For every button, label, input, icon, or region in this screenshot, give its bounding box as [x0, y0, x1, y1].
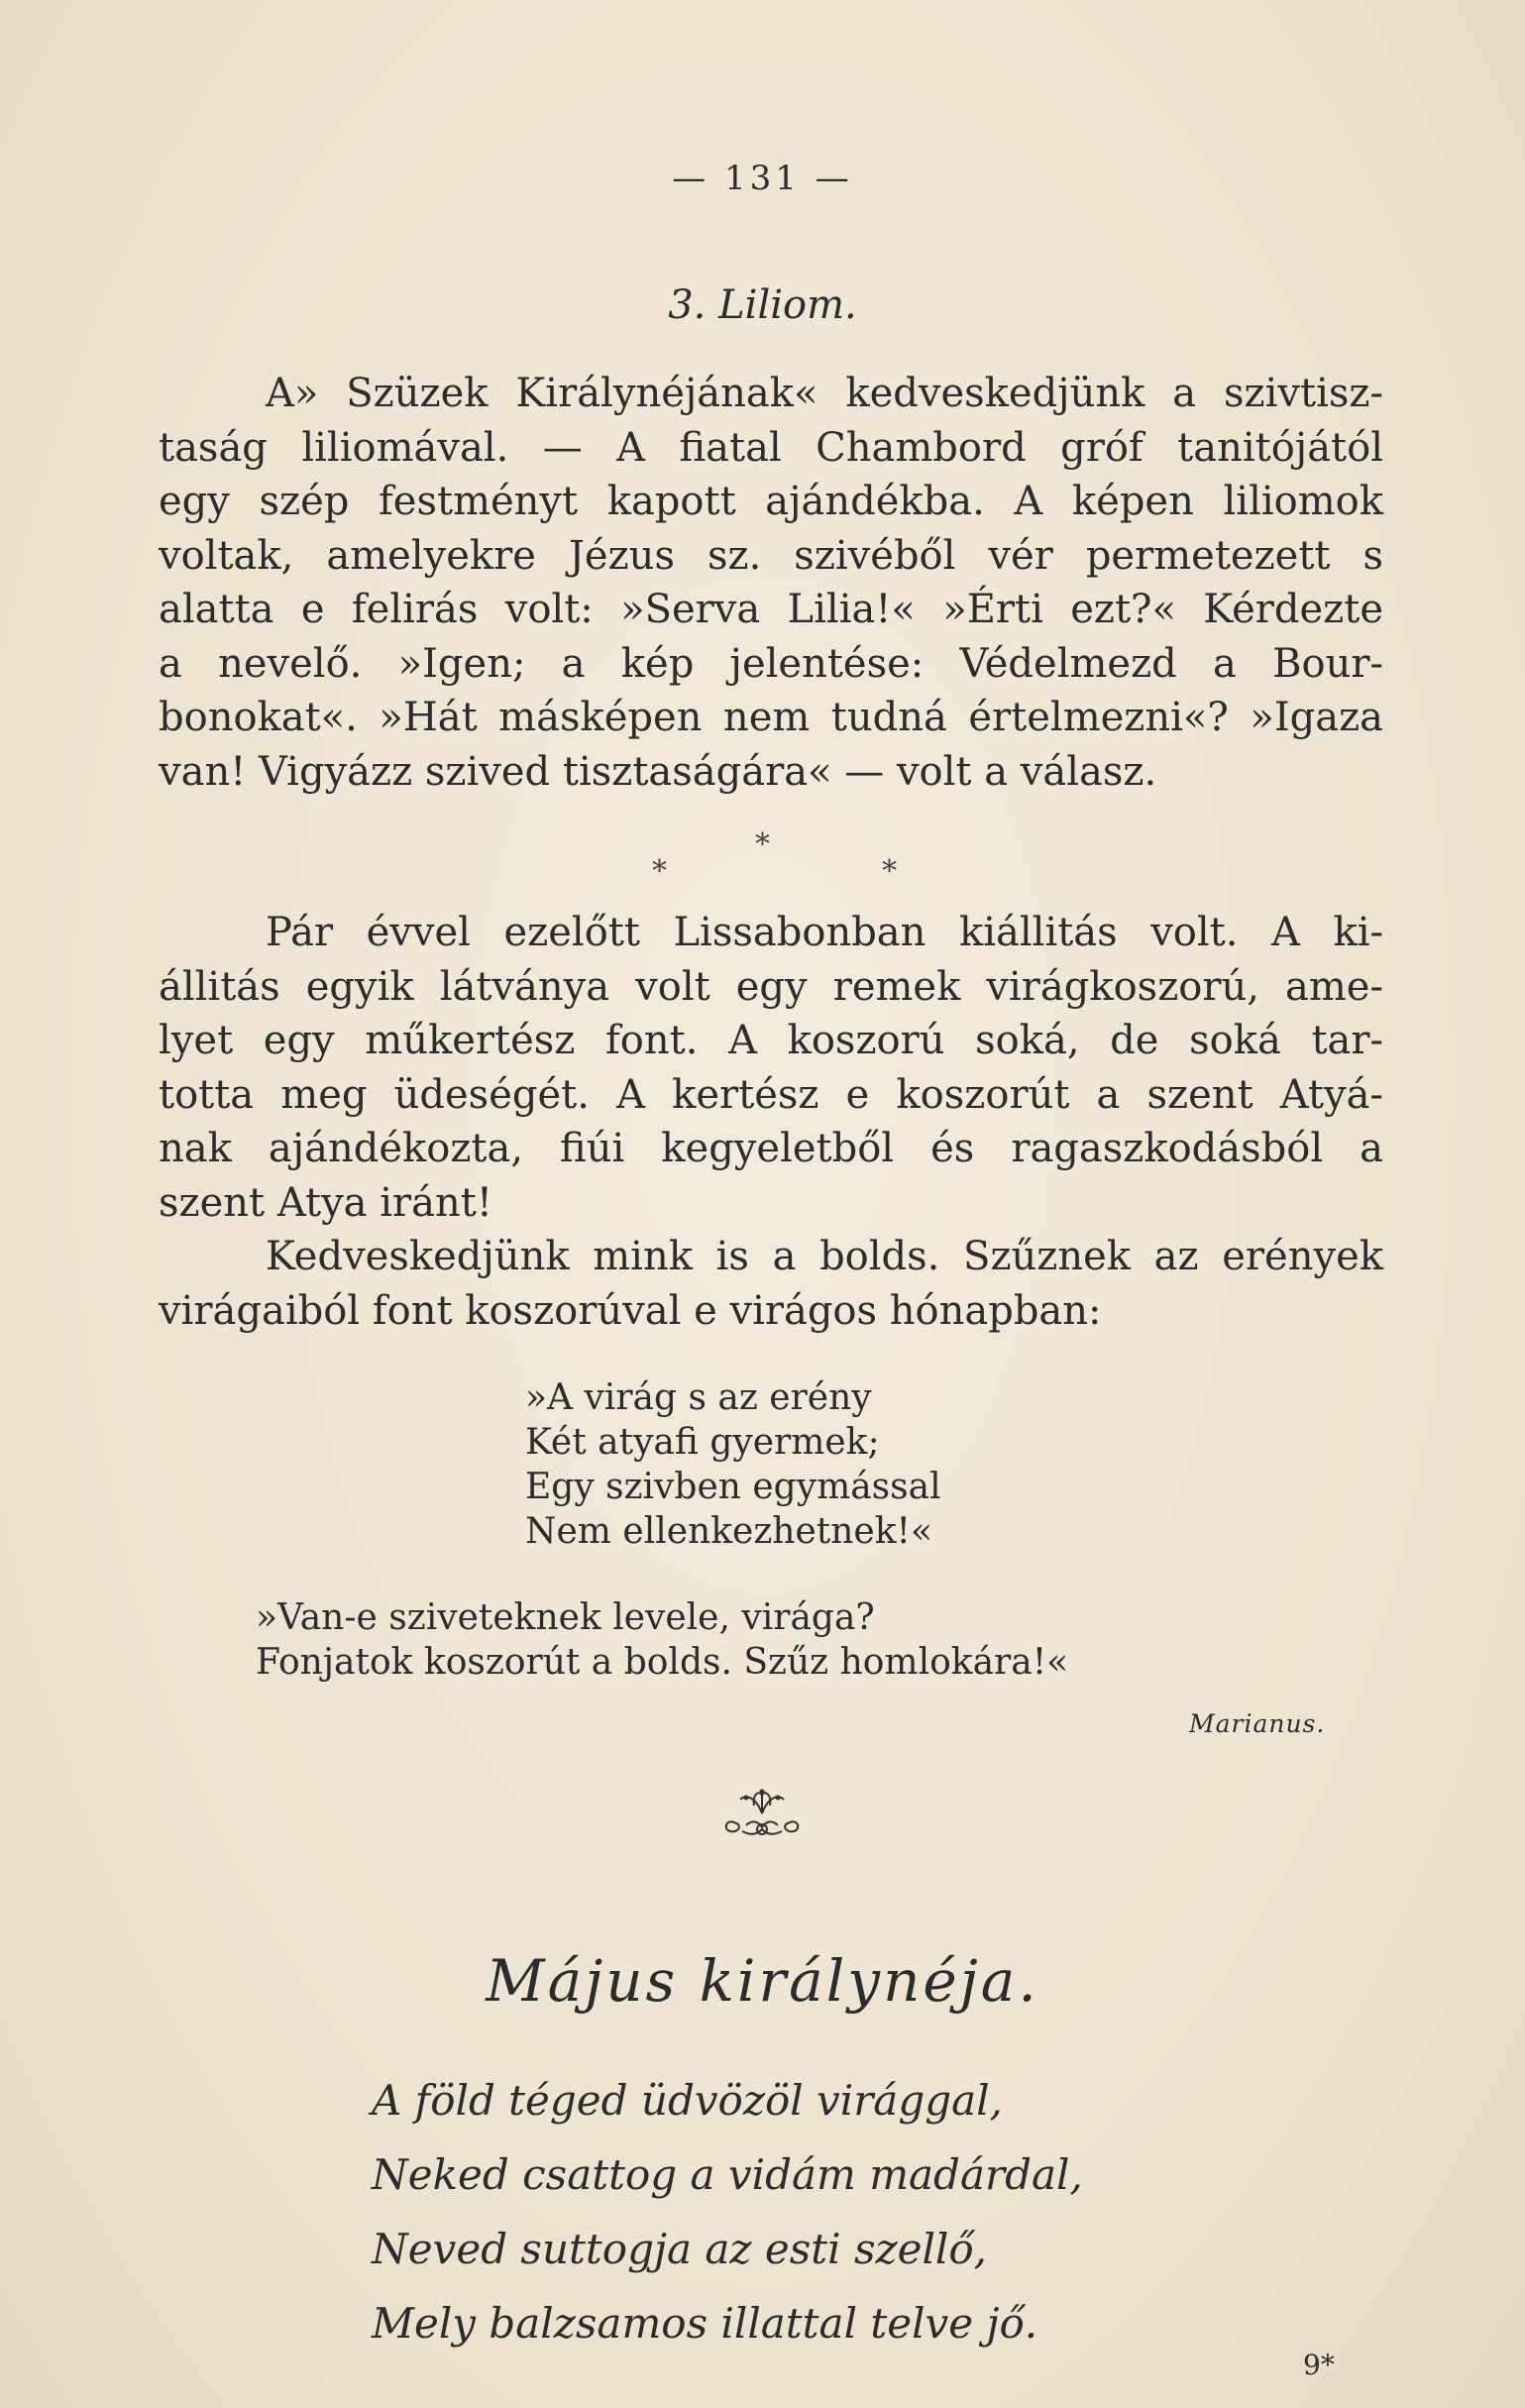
- text-line: lyet egy műkertész font. A koszorú soká, de soká tar-: [159, 1018, 1383, 1063]
- paragraph-3: [159, 1230, 1383, 1338]
- text-line: Kedveskedjünk mink is a bolds. Szűznek az erények: [266, 1234, 1383, 1279]
- text-line: alatta e felirás volt: »Serva Lilia!« »Érti ezt?« Kérdezte: [159, 587, 1383, 632]
- poem-line: Mely balzsamos illattal telve jő.: [372, 2299, 1038, 2348]
- paragraph-2: [159, 906, 1383, 1230]
- text-line: virágaiból font koszorúval e virágos hónapban:: [159, 1287, 1102, 1334]
- poem-stanza-1: [525, 1375, 941, 1554]
- signature-mark: 9*: [1303, 2349, 1335, 2381]
- poem-line: Két atyafi gyermek;: [525, 1422, 880, 1463]
- text-line: A» Szüzek Királynéjának« kedveskedjünk a szivtisz-: [266, 371, 1383, 416]
- text-line: egy szép festményt kapott ajándékba. A képen liliomok: [159, 479, 1383, 524]
- paragraph-1: [159, 367, 1383, 799]
- text-line: Pár évvel ezelőtt Lissabonban kiállitás volt. A ki-: [266, 910, 1383, 955]
- poem-line: Egy szivben egymással: [525, 1467, 941, 1507]
- poem-stanza-2: [256, 1595, 1068, 1685]
- section-title: 3. Liliom.: [668, 282, 857, 328]
- page-number: — 131 —: [672, 159, 853, 198]
- poem-line: A föld téged üdvözöl virággal,: [372, 2076, 1003, 2125]
- asterisk: *: [882, 854, 897, 889]
- script-poem: [372, 2063, 1083, 2360]
- floral-ornament-icon: [716, 1784, 808, 1847]
- text-line: nak ajándékozta, fiúi kegyeletből és ragaszkodásból a: [159, 1126, 1383, 1171]
- poem-line: Fonjatok koszorút a bolds. Szűz homlokára!«: [256, 1642, 1069, 1683]
- text-line: állitás egyik látványa volt egy remek virágkoszorú, ame-: [159, 963, 1383, 1010]
- text-line: szent Atya iránt!: [159, 1179, 492, 1226]
- text-line: voltak, amelyekre Jézus sz. szivéből vér permetezett s: [159, 532, 1383, 579]
- text-line: taság liliomával. — A fiatal Chambord gróf tanitójától: [159, 424, 1383, 471]
- heading-majus-kiralynéja: Május királynéja.: [486, 1947, 1039, 2015]
- asterisk: *: [652, 854, 667, 889]
- poem-line: Neked csattog a vidám madárdal,: [372, 2150, 1083, 2199]
- text-line: van! Vigyázz szived tisztaságára« — volt a válasz.: [159, 748, 1157, 795]
- asterisk: *: [755, 827, 770, 862]
- text-line: totta meg üdeségét. A kertész e koszorút a szent Atyá-: [159, 1071, 1383, 1118]
- poem-line: »Van-e sziveteknek levele, virága?: [256, 1597, 875, 1638]
- poem-line: »A virág s az erény: [525, 1377, 872, 1418]
- text-line: bonokat«. »Hát másképen nem tudná értelmezni«? »Igaza: [159, 695, 1383, 740]
- author-signature: Marianus.: [1189, 1709, 1326, 1738]
- text-line: a nevelő. »Igen; a kép jelentése: Védelmezd a Bour-: [159, 640, 1383, 687]
- poem-line: Nem ellenkezhetnek!«: [525, 1511, 933, 1552]
- poem-line: Neved suttogja az esti szellő,: [372, 2225, 987, 2273]
